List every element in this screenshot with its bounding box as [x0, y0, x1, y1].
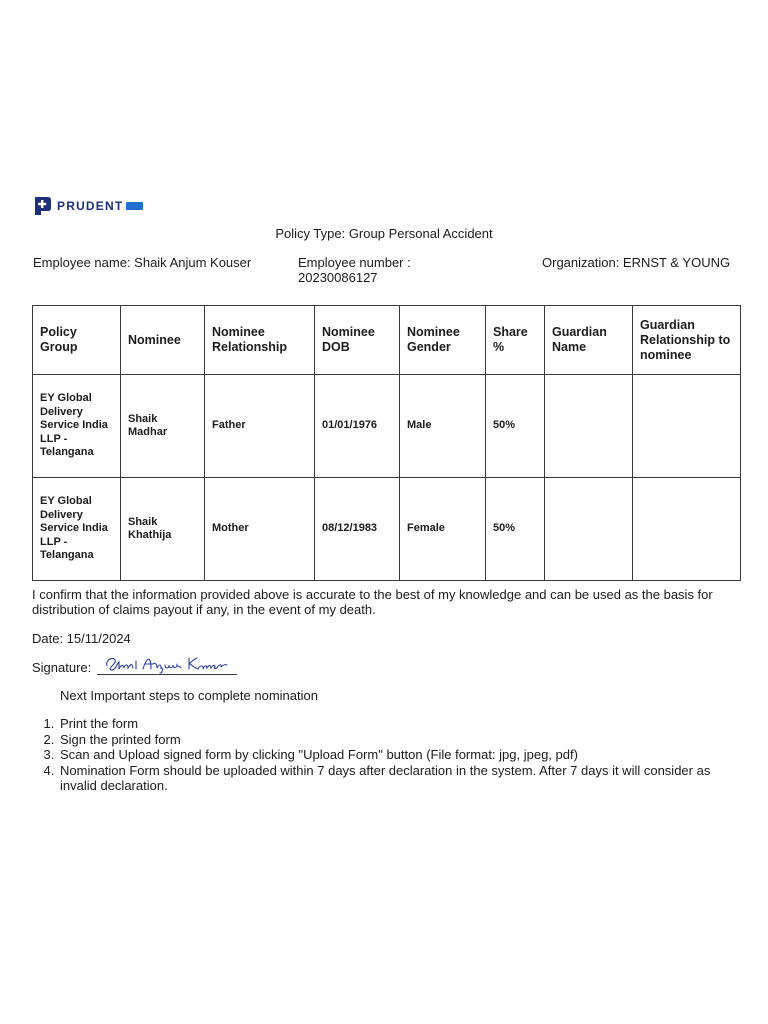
header-nominee-dob: Nominee DOB: [315, 306, 400, 375]
cell-share: 50%: [486, 478, 545, 581]
steps-title: Next Important steps to complete nomination: [60, 688, 318, 703]
header-nominee-gender: Nominee Gender: [400, 306, 486, 375]
logo-badge: [126, 202, 143, 210]
step-item: 2. Sign the printed form: [58, 732, 738, 748]
table-row: [33, 375, 741, 478]
header-nominee: Nominee: [121, 306, 205, 375]
cell-guardian-relationship: [633, 375, 741, 478]
organization: Organization: ERNST & YOUNG: [542, 255, 731, 270]
header-policy-group: Policy Group: [33, 306, 121, 375]
header-nominee-relationship: Nominee Relationship: [205, 306, 315, 375]
prudent-logo-icon: [33, 195, 53, 217]
prudent-logo: [33, 195, 143, 217]
employee-name: Employee name: Shaik Anjum Kouser: [33, 255, 252, 270]
employee-number-value: 20230086127: [298, 270, 378, 285]
cell-guardian-name: [545, 478, 633, 581]
cell-relationship: Father: [205, 375, 315, 478]
policy-type: Policy Type: Group Personal Accident: [275, 226, 493, 241]
signature-label: Signature:: [32, 660, 92, 675]
employee-number: [298, 255, 498, 285]
cell-policy-group: EY Global Delivery Service India LLP - Telangana: [33, 375, 121, 478]
signature-row: [32, 654, 237, 675]
handwritten-signature: [103, 652, 233, 674]
step-item: 4. Nomination Form should be uploaded within 7 days after declaration in the system. After 7 days it will consider as invalid declaration.: [58, 763, 738, 794]
header-share: Share %: [486, 306, 545, 375]
cell-share: 50%: [486, 375, 545, 478]
confirmation-text: I confirm that the information provided above is accurate to the best of my knowledge and can be used as the basis for distribution of claims payout if any, in the event of my death.: [32, 587, 713, 617]
cell-nominee: Shaik Madhar: [121, 375, 205, 478]
steps-list: [42, 716, 738, 794]
cell-gender: Female: [400, 478, 486, 581]
nominee-table: [32, 305, 741, 581]
cell-gender: Male: [400, 375, 486, 478]
declaration-date: Date: 15/11/2024: [32, 631, 131, 646]
step-item: 1. Print the form: [58, 716, 738, 732]
step-item: 3. Scan and Upload signed form by clicking "Upload Form" button (File format: jpg, jpeg, pdf): [58, 747, 738, 763]
cell-dob: 01/01/1976: [315, 375, 400, 478]
cell-relationship: Mother: [205, 478, 315, 581]
employee-number-label: Employee number :: [298, 255, 411, 270]
logo-text: PRUDENT: [57, 199, 124, 213]
table-header-row: [33, 306, 741, 375]
header-guardian-name: Guardian Name: [545, 306, 633, 375]
cell-dob: 08/12/1983: [315, 478, 400, 581]
cell-guardian-relationship: [633, 478, 741, 581]
cell-guardian-name: [545, 375, 633, 478]
cell-nominee: Shaik Khathija: [121, 478, 205, 581]
header-guardian-relationship: Guardian Relationship to nominee: [633, 306, 741, 375]
signature-line: [97, 654, 237, 675]
table-row: [33, 478, 741, 581]
cell-policy-group: EY Global Delivery Service India LLP - Telangana: [33, 478, 121, 581]
